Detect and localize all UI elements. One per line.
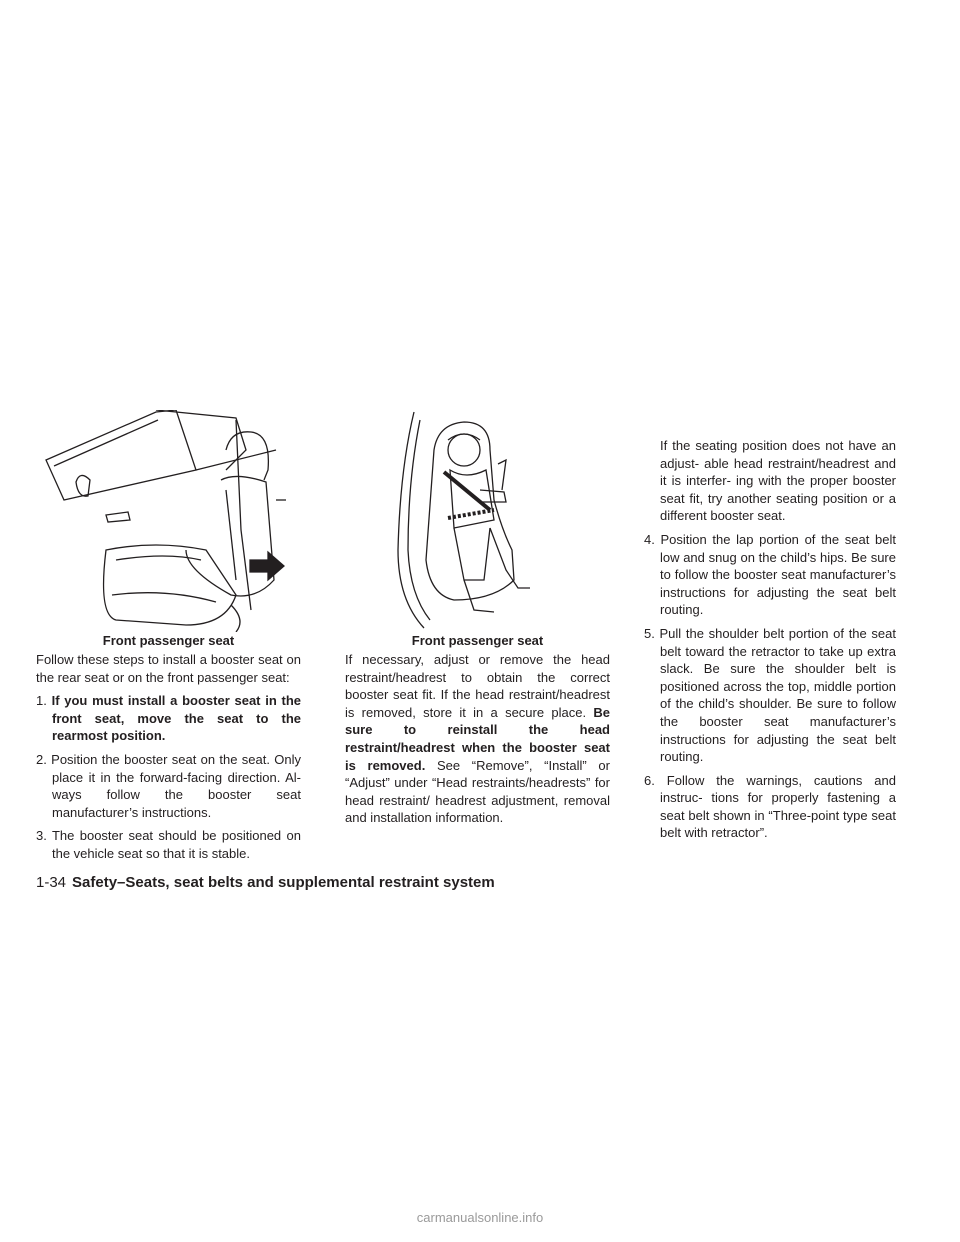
step-5: 5. Pull the shoulder belt portion of the seat belt toward the retractor to take up extra slack. Be sure the shoulder belt is positioned across the top, middle portion of the child’s shoulder. Be sure to follow the booster seat manufacturer’s instructions for adjusting the seat belt routing.: [644, 625, 896, 765]
para-text: If necessary, adjust or remove the head restraint/headrest to obtain the correct booster seat fit. If the head restraint/headrest is removed, store it in a secure place.: [345, 652, 610, 720]
step-6: 6. Follow the warnings, cautions and instruc- tions for properly fastening a seat belt shown in “Three-point type seat belt with retractor”.: [644, 772, 896, 841]
step-2: 2. Position the booster seat on the seat. Only place it in the forward-facing direction. Al- ways follow the booster seat manufacturer’s instructions.: [36, 751, 301, 820]
page-footer: [36, 874, 495, 891]
para-bold: Be sure to reinstall the head restraint/headrest when the booster seat is removed.: [345, 704, 610, 773]
arrow-icon: [250, 552, 284, 580]
middle-figure-caption: Front passenger seat: [411, 633, 544, 648]
step-1-number: 1.: [36, 693, 47, 709]
mirror-shape: [76, 475, 90, 496]
head-restraint-paragraph: [345, 651, 610, 827]
watermark: carmanualsonline.info: [416, 1210, 544, 1225]
section-title: Safety–Seats, seat belts and supplemental restraint system: [72, 874, 495, 891]
column-1: [36, 651, 301, 869]
continued-paragraph: If the seating position does not have an adjust- able head restraint/headrest and it is interfer- ing with the proper booster seat fit, try another seating position or a different booster seat.: [660, 438, 896, 524]
step-1: [36, 692, 301, 745]
step-4: 4. Position the lap portion of the seat belt low and snug on the child’s hips. Be sure to follow the booster seat manufacturer’s instructions for adjusting the seat belt routing.: [644, 531, 896, 618]
steps-list-2: [644, 531, 896, 842]
page-number: 1-34: [36, 874, 67, 891]
column-3: [644, 437, 896, 848]
step-3: 3. The booster seat should be positioned on the vehicle seat so that it is stable.: [36, 828, 301, 861]
left-figure-caption: Front passenger seat: [102, 633, 235, 648]
steps-list-1: [36, 692, 301, 862]
intro-paragraph: Follow these steps to install a booster seat on the rear seat or on the front passenger seat:: [36, 652, 301, 685]
figure-front-seat-rearmost: [36, 410, 296, 632]
figure-child-booster-seat: [394, 410, 554, 632]
step-1-text: If you must install a booster seat in the front seat, move the seat to the rearmost position.: [51, 693, 301, 744]
para-tail: See “Remove”, “Install” or “Adjust” under “Head restraints/headrests” for head restraint/ headrest adjustment, removal and installation information.: [345, 757, 610, 826]
column-2: [345, 651, 610, 833]
child-head: [448, 434, 480, 466]
